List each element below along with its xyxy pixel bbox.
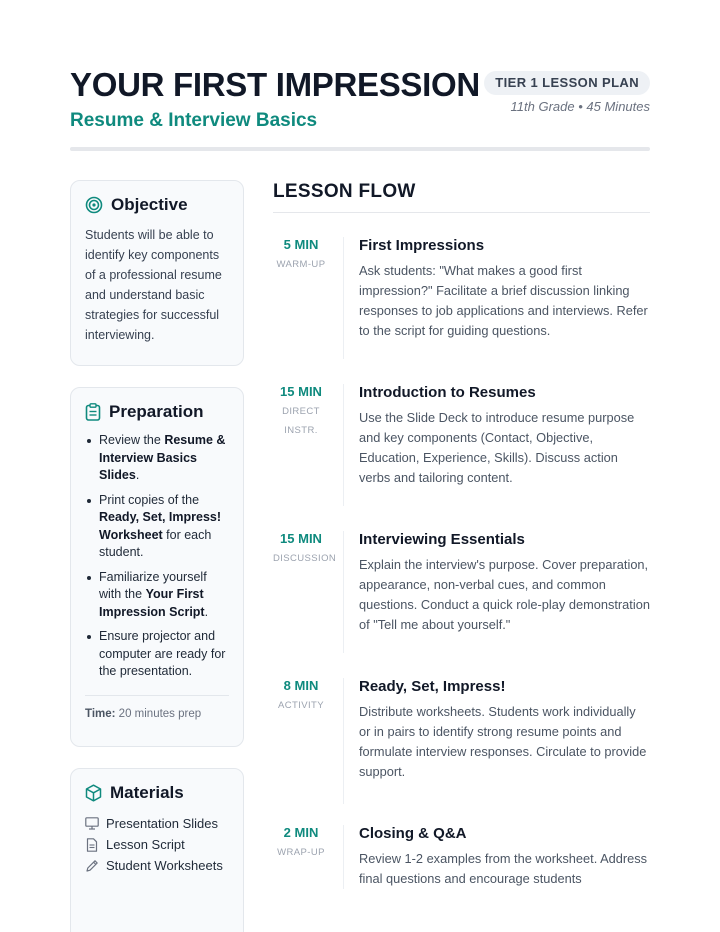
lesson-flow-title: LESSON FLOW <box>273 181 416 202</box>
material-item <box>85 855 229 876</box>
preparation-item-emphasis: Your First Impression Script <box>99 587 205 619</box>
step-phase: DIRECT <box>282 406 320 417</box>
step-title: Closing & Q&A <box>359 825 467 842</box>
preparation-time <box>85 708 229 720</box>
step-timing <box>273 237 329 274</box>
objective-card <box>70 180 244 366</box>
step-timing <box>273 384 329 440</box>
step-timeline-line <box>343 531 344 653</box>
step-minutes: 8 MIN <box>283 678 319 693</box>
step-body <box>359 384 650 488</box>
preparation-time-label: Time: <box>85 707 116 720</box>
objective-title: Objective <box>111 195 188 214</box>
lesson-flow-divider <box>273 212 650 213</box>
material-label: Student Worksheets <box>106 858 223 873</box>
materials-card <box>70 768 244 932</box>
step-description: Ask students: "What makes a good first impression?" Facilitate a brief discussion linking responses to job applications and interviews. Refer to the script for guiding questions. <box>359 263 648 338</box>
preparation-item-emphasis: Ready, Set, Impress! Worksheet <box>99 510 222 542</box>
step-timing <box>273 825 329 862</box>
preparation-item-text: . <box>204 604 209 619</box>
step-phase: WARM-UP <box>276 259 326 270</box>
preparation-item <box>85 492 229 562</box>
preparation-title: Preparation <box>109 402 204 421</box>
preparation-item <box>85 569 229 622</box>
step-timeline-line <box>343 678 344 804</box>
preparation-item-text: Review the <box>99 433 165 447</box>
step-phase: ACTIVITY <box>278 700 324 711</box>
step-title: Ready, Set, Impress! <box>359 678 506 695</box>
step-description: Review 1-2 examples from the worksheet. Address final questions and encourage students <box>359 851 648 886</box>
preparation-item <box>85 628 229 681</box>
grade-duration-meta: 11th Grade • 45 Minutes <box>510 99 650 114</box>
preparation-item <box>85 432 229 485</box>
material-item <box>85 813 229 834</box>
step-title: First Impressions <box>359 237 485 254</box>
target-icon <box>85 196 103 214</box>
step-body <box>359 678 650 782</box>
clipboard-icon <box>85 403 101 421</box>
preparation-card <box>70 387 244 747</box>
objective-text: Students will be able to identify key components of a professional resume and understand basic strategies for successful interviewing. <box>85 228 222 342</box>
step-phase: WRAP-UP <box>277 847 325 858</box>
lesson-tier-badge: TIER 1 LESSON PLAN <box>484 71 650 95</box>
preparation-item-emphasis: Resume & Interview Basics Slides <box>99 433 226 482</box>
step-title: Introduction to Resumes <box>359 384 536 401</box>
page-subtitle: Resume & Interview Basics <box>70 110 318 131</box>
step-minutes: 2 MIN <box>283 825 319 840</box>
preparation-item-text: . <box>135 468 140 482</box>
step-phase: DISCUSSION <box>273 553 337 564</box>
step-body <box>359 237 650 341</box>
preparation-item-text: Familiarize yourself with the <box>99 569 207 601</box>
step-timing <box>273 531 337 568</box>
step-body <box>359 531 650 635</box>
step-minutes: 5 MIN <box>283 237 319 252</box>
materials-title: Materials <box>110 783 184 802</box>
step-description: Use the Slide Deck to introduce resume purpose and key components (Contact, Objective, Education, Experience, Skills). Discuss action verbs and tailoring content. <box>359 410 635 485</box>
step-minutes: 15 MIN <box>280 531 322 546</box>
step-title: Interviewing Essentials <box>359 531 525 548</box>
header-divider <box>70 147 650 151</box>
material-item <box>85 834 229 855</box>
preparation-item-text: Ensure projector and computer are ready for the presentation. <box>99 629 226 678</box>
step-phase-line-2: INSTR. <box>284 425 318 436</box>
pencil-icon <box>85 859 99 873</box>
box-icon <box>85 784 102 802</box>
monitor-icon <box>85 817 99 830</box>
material-label: Presentation Slides <box>106 816 219 831</box>
preparation-divider <box>85 695 229 696</box>
step-timing <box>273 678 329 715</box>
step-timeline-line <box>343 825 344 889</box>
document-icon <box>85 838 99 852</box>
step-description: Explain the interview's purpose. Cover preparation, appearance, non-verbal cues, and common questions. Conduct a quick role-play demonstration of "Tell me about yourself." <box>359 557 650 632</box>
page-title: YOUR FIRST IMPRESSION <box>70 66 480 103</box>
step-timeline-line <box>343 237 344 359</box>
preparation-time-value: 20 minutes prep <box>118 707 202 720</box>
preparation-list <box>85 432 229 681</box>
preparation-item-text: Print copies of the <box>99 492 200 507</box>
preparation-item-text: for each student. <box>99 527 212 559</box>
step-timeline-line <box>343 384 344 506</box>
material-label: Lesson Script <box>106 837 185 852</box>
step-description: Distribute worksheets. Students work individually or in pairs to identify strong resume points and formulate interview responses. Circulate to provide support. <box>359 704 647 779</box>
materials-list <box>85 813 229 876</box>
step-minutes: 15 MIN <box>280 384 322 399</box>
step-body <box>359 825 650 889</box>
